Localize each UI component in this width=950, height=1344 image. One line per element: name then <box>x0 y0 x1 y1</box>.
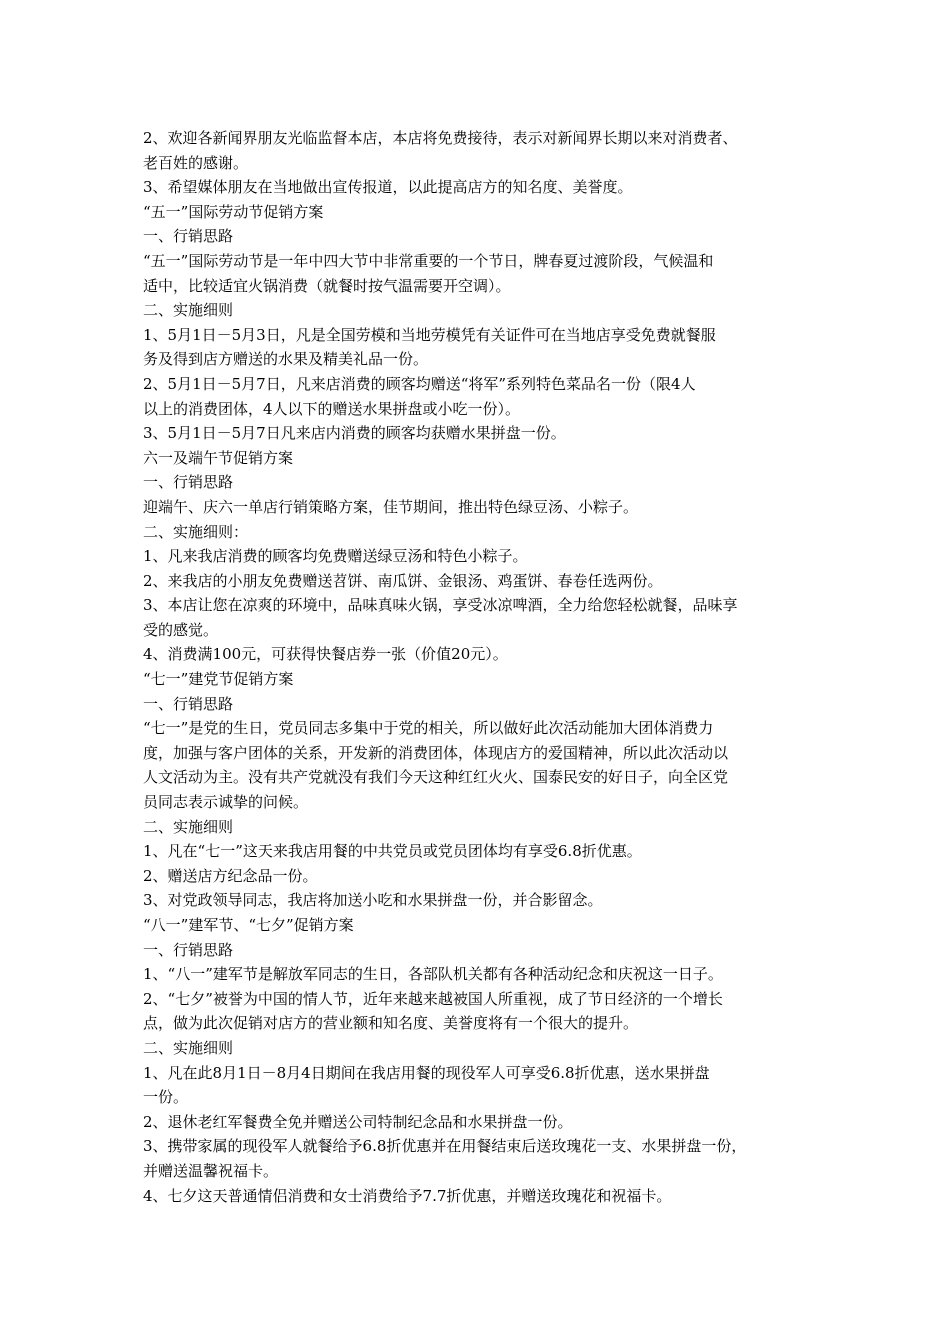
subsection-heading: 二、实施细则 <box>143 817 234 836</box>
text-line: 3、希望媒体朋友在当地做出宣传报道，以此提高店方的知名度、美誉度。 <box>143 178 633 197</box>
text-line: 适中，比较适宜火锅消费（就餐时按气温需要开空调）。 <box>143 276 511 295</box>
text-line: 1、凡在此8月1日－8月4日期间在我店用餐的现役军人可享受6.8折优惠，送水果拼盘 <box>143 1063 710 1082</box>
text-line: 点，做为此次促销对店方的营业额和知名度、美誉度将有一个很大的提升。 <box>143 1014 639 1033</box>
document-body <box>143 126 813 1208</box>
section-title: 六一及端午节促销方案 <box>143 448 294 467</box>
subsection-heading: 二、实施细则 <box>143 1038 234 1057</box>
text-line: 一份。 <box>143 1088 189 1107</box>
subsection-heading: 一、行销思路 <box>143 473 234 492</box>
text-line: 3、携带家属的现役军人就餐给予6.8折优惠并在用餐结束后送玫瑰花一支、水果拼盘一份， <box>143 1137 747 1156</box>
text-line: 2、来我店的小朋友免费赠送苕饼、南瓜饼、金银汤、鸡蛋饼、春卷任选两份。 <box>143 571 663 590</box>
text-line: 2、欢迎各新闻界朋友光临监督本店，本店将免费接待，表示对新闻界长期以来对消费者、 <box>143 129 738 147</box>
text-line: 2、5月1日－5月7日，凡来店消费的顾客均赠送“将军”系列特色菜品名一份（限4人 <box>143 374 696 393</box>
text-line: 2、“七夕”被誉为中国的情人节，近年来越来越被国人所重视，成了节日经济的一个增长 <box>143 989 723 1008</box>
section-title: “七一”建党节促销方案 <box>143 670 294 689</box>
subsection-heading: 二、实施细则 <box>143 301 234 320</box>
text-line: 人文活动为主。没有共产党就没有我们今天这种红红火火、国泰民安的好日子，向全区党 <box>143 768 729 787</box>
text-line: 受的感觉。 <box>143 620 219 639</box>
text-line: 2、赠送店方纪念品一份。 <box>143 866 318 885</box>
text-line: 并赠送温馨祝福卡。 <box>143 1161 279 1180</box>
text-line: 4、消费满100元，可获得快餐店券一张（价值20元）。 <box>143 645 508 664</box>
subsection-heading: 二、实施细则： <box>143 522 249 541</box>
subsection-heading: 一、行销思路 <box>143 694 234 713</box>
subsection-heading: 一、行销思路 <box>143 940 234 959</box>
text-line: “七一”是党的生日，党员同志多集中于党的相关，所以做好此次活动能加大团体消费力 <box>143 719 714 738</box>
text-line: 员同志表示诚挚的问候。 <box>143 793 309 812</box>
text-line: 迎端午、庆六一单店行销策略方案，佳节期间，推出特色绿豆汤、小粽子。 <box>143 497 639 516</box>
text-line: 1、5月1日－5月3日，凡是全国劳模和当地劳模凭有关证件可在当地店享受免费就餐服 <box>143 325 716 344</box>
text-line: 1、凡来我店消费的顾客均免费赠送绿豆汤和特色小粽子。 <box>143 547 528 566</box>
text-line: 老百姓的感谢。 <box>143 153 249 172</box>
section-title: “八一”建军节、“七夕”促销方案 <box>143 916 354 934</box>
text-line: 度，加强与客户团体的关系，开发新的消费团体，体现店方的爱国精神，所以此次活动以 <box>143 743 729 762</box>
text-line: 2、退休老红军餐费全免并赠送公司特制纪念品和水果拼盘一份。 <box>143 1112 573 1131</box>
section-title: “五一”国际劳动节促销方案 <box>143 202 324 221</box>
text-line: “五一”国际劳动节是一年中四大节中非常重要的一个节日，牌春夏过渡阶段，气候温和 <box>143 251 714 270</box>
text-line: 4、七夕这天普通情侣消费和女士消费给予7.7折优惠，并赠送玫瑰花和祝福卡。 <box>143 1186 672 1205</box>
subsection-heading: 一、行销思路 <box>143 227 234 246</box>
text-line: 1、凡在“七一”这天来我店用餐的中共党员或党员团体均有享受6.8折优惠。 <box>143 842 642 861</box>
text-line: 3、5月1日－5月7日凡来店内消费的顾客均获赠水果拼盘一份。 <box>143 424 566 443</box>
text-line: 1、“八一”建军节是解放军同志的生日，各部队机关都有各种活动纪念和庆祝这一日子。 <box>143 965 723 984</box>
text-line: 3、本店让您在凉爽的环境中，品味真味火锅，享受冰凉啤酒，全力给您轻松就餐，品味享 <box>143 596 738 615</box>
text-line: 务及得到店方赠送的水果及精美礼品一份。 <box>143 350 429 369</box>
text-line: 3、对党政领导同志，我店将加送小吃和水果拼盘一份，并合影留念。 <box>143 891 603 910</box>
text-line: 以上的消费团体，4人以下的赠送水果拼盘或小吃一份）。 <box>143 399 521 418</box>
